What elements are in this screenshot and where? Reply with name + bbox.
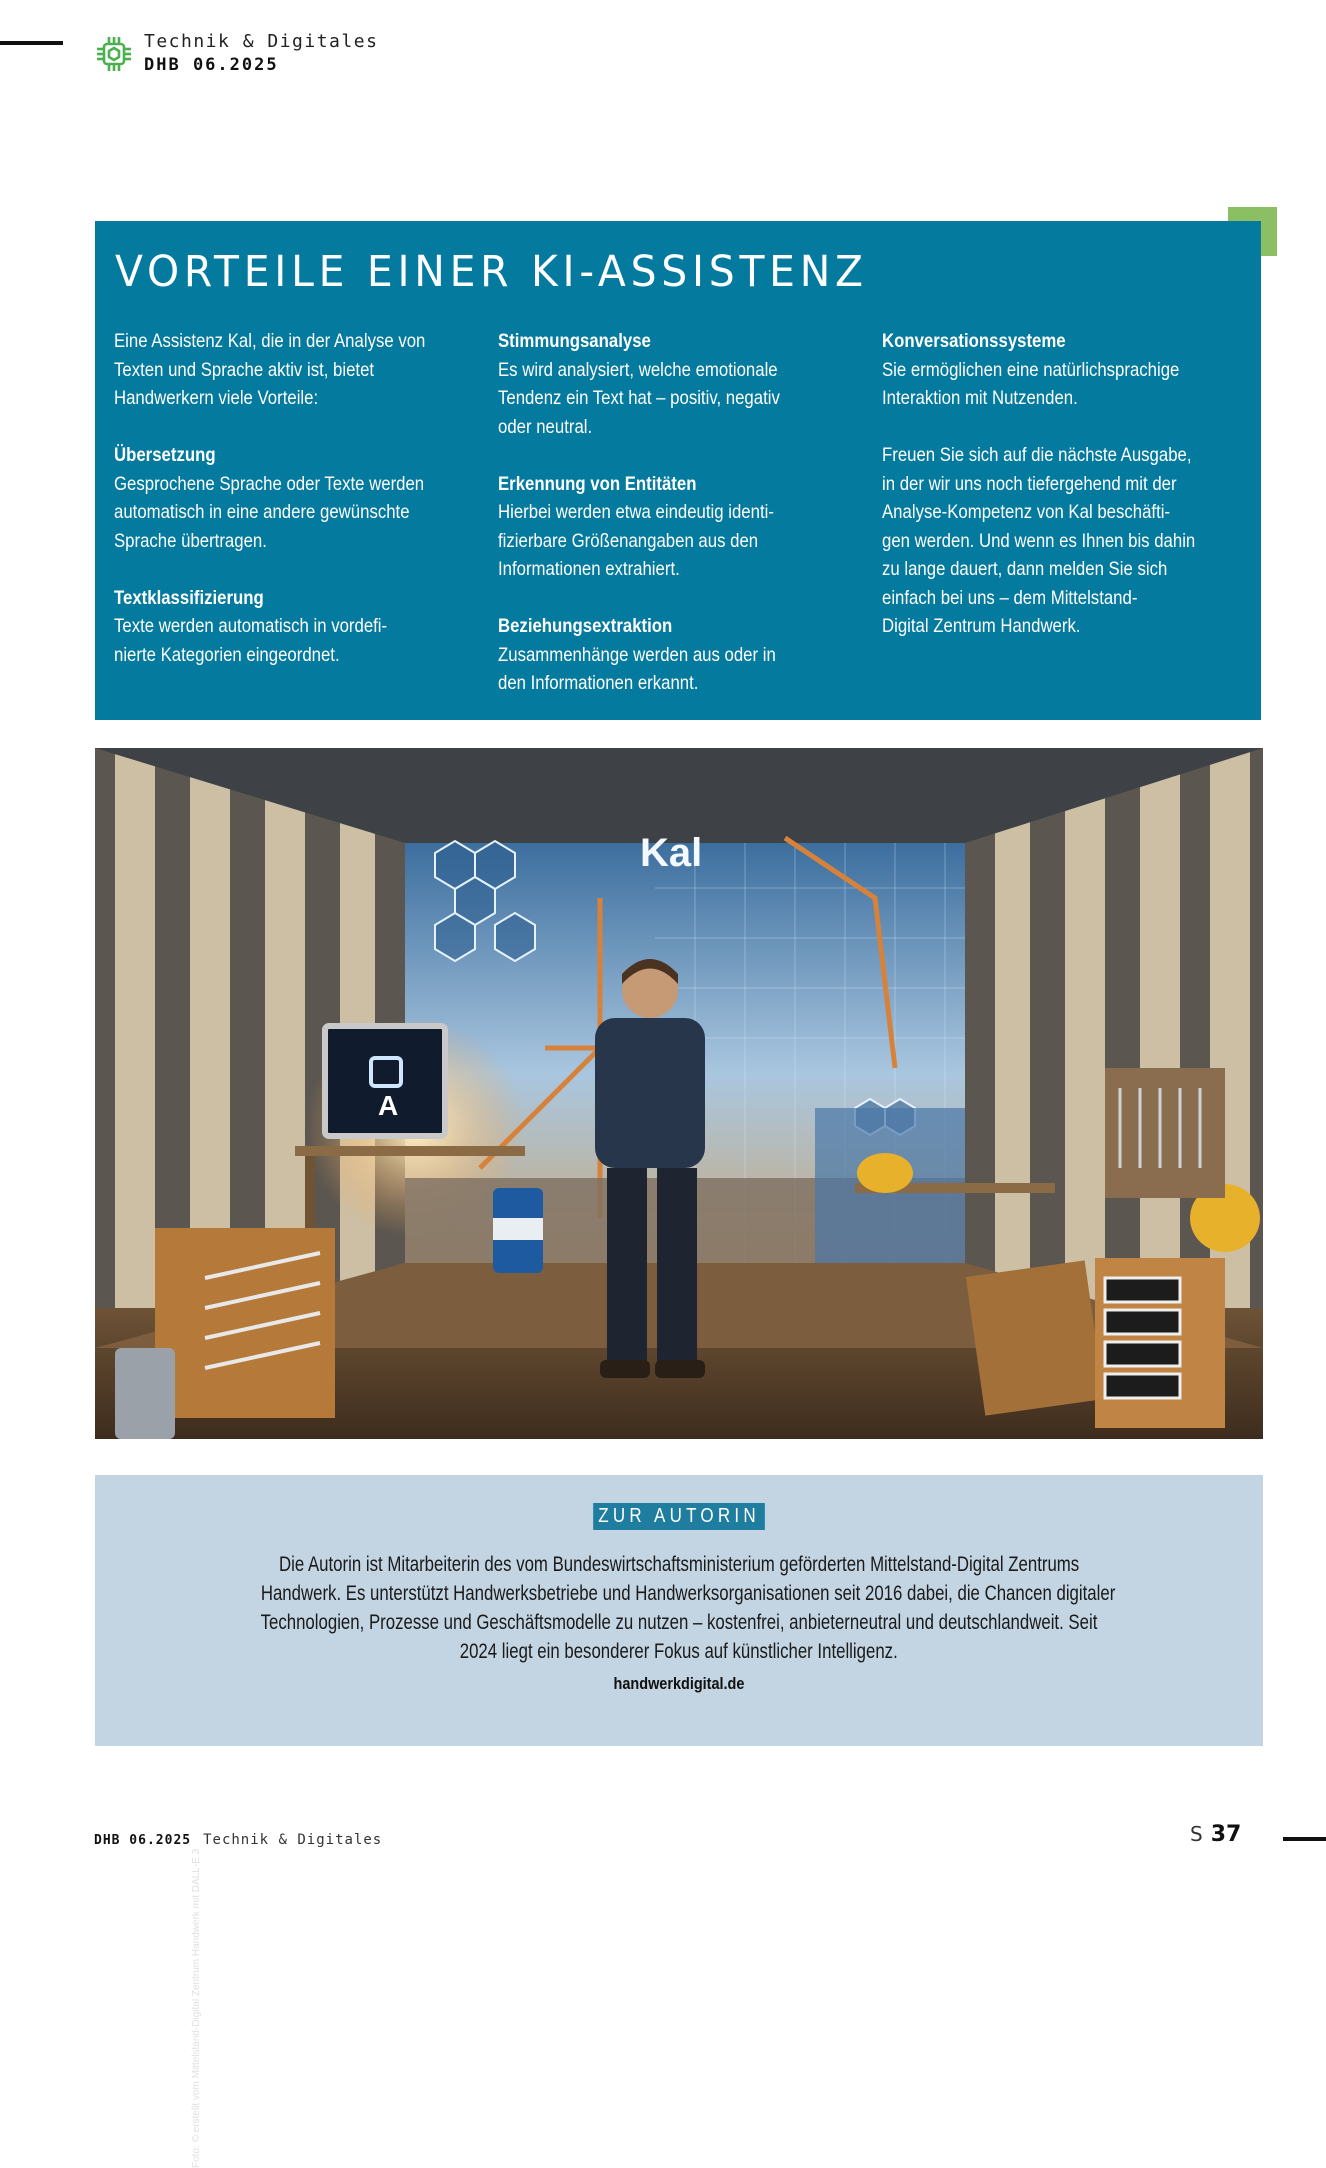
benefit-textklassifizierung: Textklassifizierung Texte werden automatisch in vordefi- nierte Kategorien eingeordnet. xyxy=(114,584,490,670)
author-box xyxy=(95,1475,1263,1746)
page-header xyxy=(94,33,378,74)
kal-overlay-text: Kal xyxy=(640,831,703,875)
feature-title: VORTEILE EINER KI-ASSISTENZ xyxy=(115,247,868,297)
monitor-letter: A xyxy=(378,1090,399,1121)
section-name: Technik & Digitales xyxy=(144,31,379,52)
benefit-heading: Stimmungsanalyse xyxy=(498,330,651,352)
page-number-block xyxy=(1190,1822,1241,1847)
feature-column-1 xyxy=(114,327,498,726)
footer-section: Technik & Digitales xyxy=(203,1832,383,1848)
benefit-konversationssysteme: Konversationssysteme Sie ermöglichen eine natürlichsprachige Interaktion mit Nutzenden. xyxy=(882,327,1258,413)
footer-issue: DHB 06.2025 xyxy=(94,1833,192,1848)
chip-icon xyxy=(94,34,134,74)
benefit-heading: Beziehungsextraktion xyxy=(498,615,673,637)
benefit-stimmungsanalyse: Stimmungsanalyse Es wird analysiert, welche emotionale Tendenz ein Text hat – positiv, negativ oder neutral. xyxy=(498,327,874,441)
benefit-heading: Übersetzung xyxy=(114,444,216,466)
author-label: ZUR AUTORIN xyxy=(593,1503,765,1530)
page-number: 37 xyxy=(1210,1822,1242,1847)
intro-paragraph: Eine Assistenz Kal, die in der Analyse von Texten und Sprache aktiv ist, bietet Handwerkern viele Vorteile: xyxy=(114,330,426,409)
feature-columns xyxy=(114,327,1266,726)
top-rule xyxy=(0,41,63,45)
benefit-uebersetzung: Übersetzung Gesprochene Sprache oder Texte werden automatisch in eine andere gewünschte Sprache übertragen. xyxy=(114,441,490,555)
benefit-entitaeten: Erkennung von Entitäten Hierbei werden etwa eindeutig identi- fizierbare Größenangaben aus den Informationen extrahiert. xyxy=(498,470,874,584)
benefit-heading: Konversationssysteme xyxy=(882,330,1066,352)
benefit-heading: Erkennung von Entitäten xyxy=(498,472,697,495)
website-link[interactable]: handwerkdigital.de xyxy=(613,1674,745,1693)
issue-label: DHB 06.2025 xyxy=(144,55,279,75)
page-prefix: S xyxy=(1190,1822,1203,1846)
feature-box xyxy=(95,221,1261,720)
author-bio: Die Autorin ist Mitarbeiterin des vom Bundeswirtschaftsministerium geförderten Mittelstand-Digital Zentrums Handwerk. Es unterstützt Handwerksbetriebe und Handwerksorganisationen seit 2016 dabei, die Chancen digitaler Technologien, Prozesse und Geschäftsmodelle zu nutzen – kostenfrei, anbieterneutral und deutschlandweit. Seit 2024 liegt ein besonderer Fokus auf künstlicher Intelligenz. handwerkdigital.de xyxy=(154,1550,1204,1698)
benefit-heading: Textklassifizierung xyxy=(114,586,264,609)
feature-column-2 xyxy=(498,327,882,726)
photo-credit: Foto: © erstellt vom Mittelstand-Digital Zentrum Handwerk mit DALL-E 3 xyxy=(191,1848,202,2168)
feature-column-3 xyxy=(882,327,1266,726)
bottom-rule xyxy=(1283,1837,1326,1841)
outro-paragraph: Freuen Sie sich auf die nächste Ausgabe, in der wir uns noch tiefergehend mit der Analyse-Kompetenz von Kal beschäfti- gen werden. Und wenn es Ihnen bis dahin zu lange dauert, dann melden Sie sich einfach bei uns – dem Mittelstand- Digital Zentrum Handwerk. xyxy=(882,444,1196,637)
page-footer xyxy=(94,1832,382,1848)
benefit-beziehungsextraktion: Beziehungsextraktion Zusammenhänge werden aus oder in den Informationen erkannt. xyxy=(498,612,874,698)
